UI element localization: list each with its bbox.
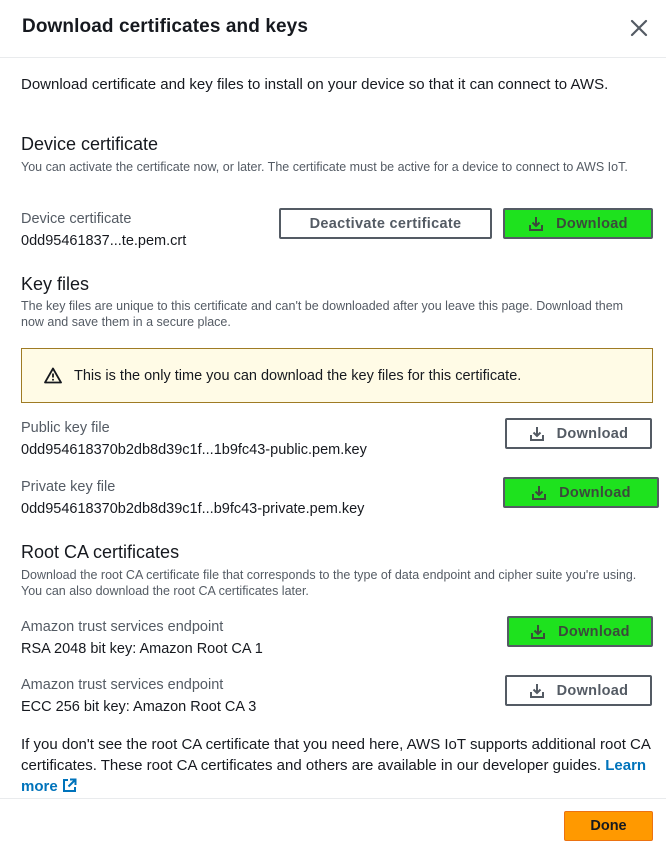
root-ca-desc: Download the root CA certificate file that corresponds to the type of data endpoint and cipher suite you're using. You can also download the root CA certificates later. xyxy=(21,568,637,598)
download-label: Download xyxy=(556,215,628,232)
device-certificate-value: 0dd95461837...te.pem.crt xyxy=(21,233,187,249)
private-key-value: 0dd954618370b2db8d39c1f...b9fc43-private.pem.key xyxy=(21,501,365,517)
device-certificate-download-button[interactable] xyxy=(503,208,653,239)
external-link-icon xyxy=(62,778,77,793)
key-files-warning xyxy=(21,348,653,403)
rsa-endpoint-value: RSA 2048 bit key: Amazon Root CA 1 xyxy=(21,641,263,657)
deactivate-certificate-label: Deactivate certificate xyxy=(309,215,462,232)
ecc-endpoint-value: ECC 256 bit key: Amazon Root CA 3 xyxy=(21,699,257,715)
root-ca-title: Root CA certificates xyxy=(21,542,180,562)
modal-footer xyxy=(0,798,666,849)
warning-text: This is the only time you can download the key files for this certificate. xyxy=(74,367,522,384)
key-files-title: Key files xyxy=(21,274,90,294)
private-key-download-button[interactable] xyxy=(503,477,659,508)
download-label: Download xyxy=(558,623,630,640)
download-icon xyxy=(529,683,545,699)
modal-intro: Download certificate and key files to install on your device so that it can connect to AWS. xyxy=(21,76,609,93)
download-icon xyxy=(531,485,547,501)
download-icon xyxy=(528,216,544,232)
key-files-desc: The key files are unique to this certificate and can't be downloaded after you leave this page. Download them now and save them in a secure place. xyxy=(21,299,624,329)
download-label: Download xyxy=(559,484,631,501)
public-key-value: 0dd954618370b2db8d39c1f...1b9fc43-public.pem.key xyxy=(21,442,367,458)
device-certificate-label: Device certificate xyxy=(21,211,132,227)
deactivate-certificate-button[interactable] xyxy=(279,208,492,239)
private-key-label: Private key file xyxy=(21,479,116,495)
warning-icon xyxy=(44,367,62,384)
download-icon xyxy=(529,426,545,442)
download-label: Download xyxy=(556,425,629,442)
device-certificate-title: Device certificate xyxy=(21,134,159,154)
rsa-root-ca-download-button[interactable] xyxy=(507,616,653,647)
close-button[interactable] xyxy=(626,15,652,41)
device-certificate-desc: You can activate the certificate now, or later. The certificate must be active for a device to connect to AWS IoT. xyxy=(21,160,628,174)
root-ca-note xyxy=(21,734,651,797)
public-key-download-button[interactable] xyxy=(505,418,652,449)
done-label: Done xyxy=(590,818,627,834)
learn-more-label: Learn more xyxy=(21,757,647,795)
rsa-endpoint-label: Amazon trust services endpoint xyxy=(21,619,224,635)
modal-title: Download certificates and keys xyxy=(22,16,308,37)
done-button[interactable] xyxy=(564,811,653,841)
ecc-endpoint-label: Amazon trust services endpoint xyxy=(21,677,224,693)
download-icon xyxy=(530,624,546,640)
close-icon xyxy=(626,15,652,41)
public-key-label: Public key file xyxy=(21,420,110,436)
ecc-root-ca-download-button[interactable] xyxy=(505,675,652,706)
modal-header xyxy=(0,0,666,58)
download-label: Download xyxy=(556,682,629,699)
root-ca-note-text: If you don't see the root CA certificate that you need here, AWS IoT supports additional root CA certificates. These root CA certificates and others are available in our developer guides. xyxy=(21,736,651,774)
